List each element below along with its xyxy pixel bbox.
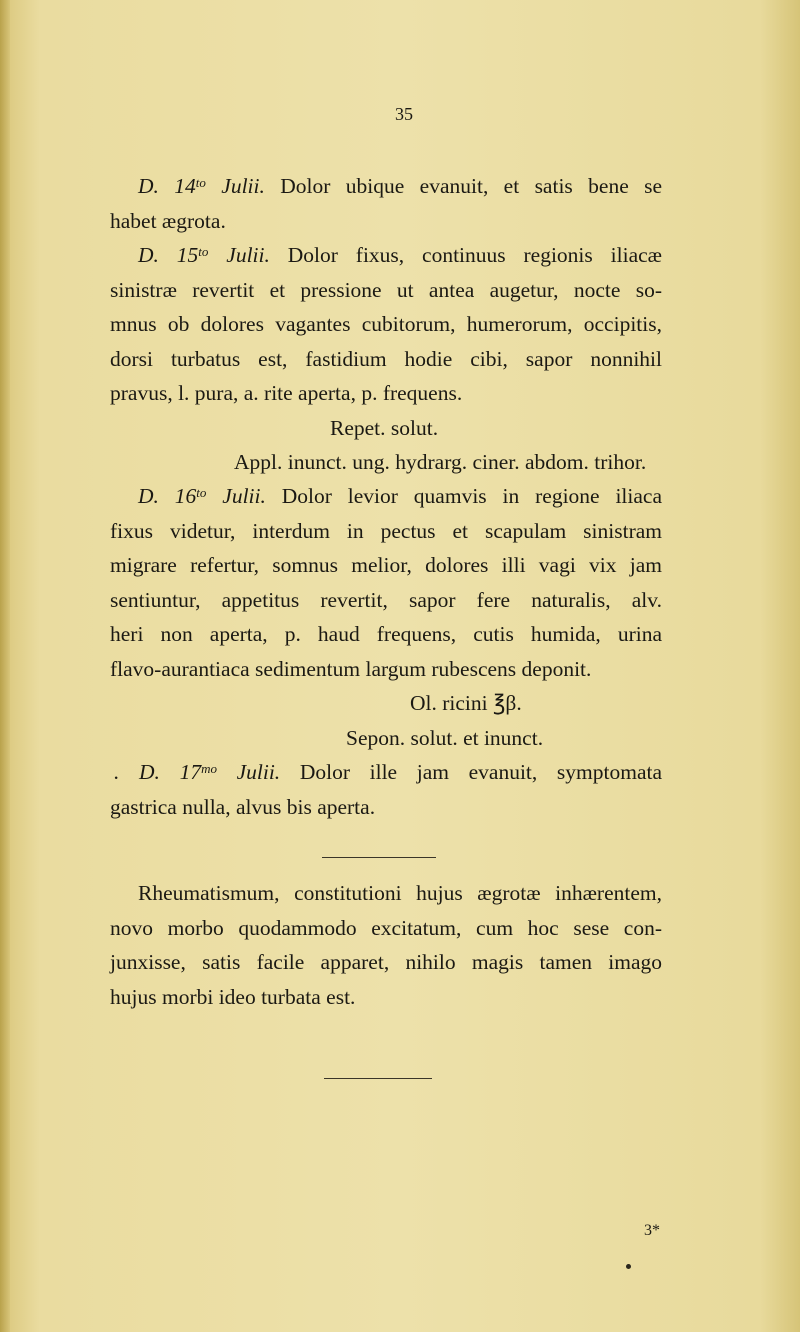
entry-text-line: habet ægrota. [110, 208, 226, 233]
entry-text-line: gastrica nulla, alvus bis aperta. [110, 794, 376, 819]
prescription: Sepon. solut. et inunct. [346, 725, 544, 750]
page-number: 35 [395, 104, 413, 124]
conclusion-paragraph [110, 876, 662, 1014]
entry-date: D. $14^{to}$ Julii. [138, 174, 265, 198]
page-spine-edge [0, 0, 10, 1332]
entry-text-line: flavo-aurantiaca sedimentum largum rubescens deponit. [110, 656, 592, 681]
entry-text-line: pravus, l. pura, a. rite aperta, p. frequens. [110, 381, 463, 405]
entry-date: D. $16^{to}$ Julii. [138, 484, 266, 508]
conclusion-line: hujus morbi ideo turbata est. [110, 984, 356, 1009]
entry-text-line: Dolor fixus, continuus regionis iliacæ [287, 243, 662, 267]
entry-text-line: migrare refertur, somnus melior, dolores illi vagi vix jam [110, 553, 662, 577]
conclusion-line: Rheumatismum, constitutioni hujus ægrotæ inhærentem, [138, 881, 662, 905]
conclusion-line: novo morbo quodammodo excitatum, cum hoc sese con- [110, 915, 662, 940]
prescription: Repet. solut. [330, 415, 439, 440]
entry-date: . D. $17^{mo}$ Julii. [114, 760, 281, 784]
ink-speck [626, 1264, 631, 1269]
entry-text-line: Dolor ubique evanuit, et satis bene se [280, 174, 663, 198]
entry-date: D. $15^{to}$ Julii. [138, 243, 270, 267]
entry-text-line: Dolor ille jam evanuit, symptomata [299, 760, 662, 784]
entry-text-line: Dolor levior quamvis in regione iliaca [281, 484, 663, 508]
signature-mark: 3* [644, 1222, 660, 1239]
end-divider [324, 1078, 432, 1079]
entry-text-line: fixus videtur, interdum in pectus et scapulam sinistram [110, 518, 662, 543]
entry-text-line: sinistræ revertit et pressione ut antea augetur, nocte so- [110, 277, 662, 302]
entry-15-julii [110, 235, 662, 480]
entry-14-julii [110, 166, 662, 238]
prescription: Appl. inunct. ung. hydrarg. ciner. abdom. trihor. [234, 450, 647, 474]
entry-16-julii [110, 476, 662, 755]
conclusion-line: junxisse, satis facile apparet, nihilo magis tamen imago [110, 950, 662, 974]
entry-text-line: heri non aperta, p. haud frequens, cutis humida, urina [110, 622, 662, 646]
entry-text-line: dorsi turbatus est, fastidium hodie cibi, sapor nonnihil [110, 346, 662, 371]
entry-text-line: mnus ob dolores vagantes cubitorum, humerorum, occipitis, [110, 312, 662, 336]
section-divider [322, 857, 436, 858]
entry-text-line: sentiuntur, appetitus revertit, sapor fere naturalis, alv. [110, 587, 662, 612]
entry-17-julii [110, 752, 662, 824]
prescription: Ol. ricini ℥β. [410, 691, 522, 715]
